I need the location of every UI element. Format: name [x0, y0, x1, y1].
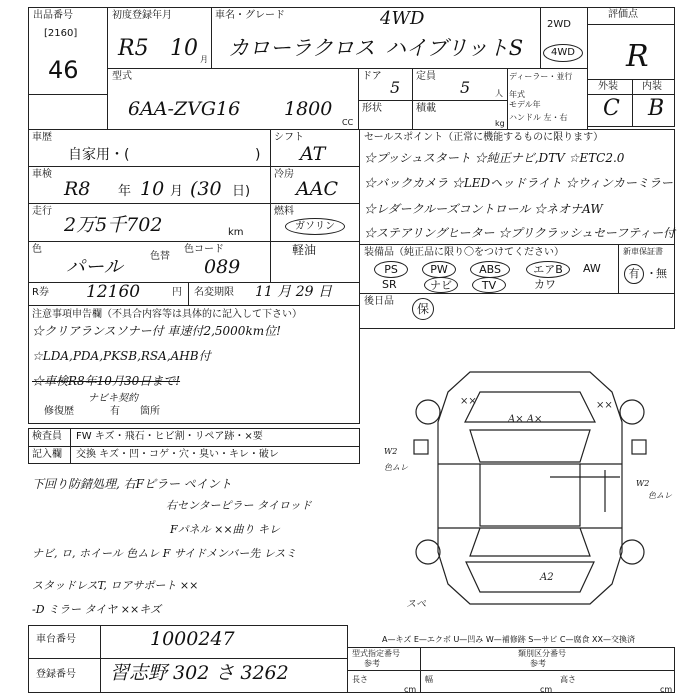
- shift-label: シフト: [274, 132, 304, 143]
- type-sub: 参考: [364, 659, 380, 668]
- equip-ps: PS: [374, 261, 408, 278]
- color-swatch-label: 色替: [150, 251, 170, 262]
- class-label: 類別区分番号: [518, 649, 566, 658]
- mirror-left: [414, 440, 428, 454]
- after-label: 後日品: [364, 296, 394, 307]
- door-label: ドア: [362, 71, 382, 82]
- rating-value: R: [626, 39, 649, 74]
- handle-label: ハンドル 左・右: [509, 113, 568, 122]
- insp-month-unit: 月: [170, 184, 184, 199]
- inspector-legend: FW キズ・飛石・ヒビ割・リペア跡・×要: [76, 431, 263, 442]
- record-label: 記入欄: [32, 449, 62, 460]
- height-label: 高さ: [560, 675, 576, 684]
- aircon-value: AAC: [296, 178, 338, 200]
- reg-value: 習志野 302 さ 3262: [110, 662, 289, 684]
- lot-code: [2160]: [44, 28, 78, 39]
- sales-line: ☆レダークルーズコントロール ☆ネオナAW: [364, 202, 603, 216]
- chassis-label: 車台番号: [36, 634, 76, 645]
- ext-label: 外装: [598, 81, 618, 92]
- history-label: 車歴: [32, 132, 52, 143]
- sales-line: ☆バックカメラ ☆LEDヘッドライト ☆ウィンカーミラー: [364, 176, 673, 190]
- equip-airbag: エアB: [526, 261, 570, 278]
- record-line: Fパネル ××曲り キレ: [170, 523, 280, 536]
- after-value: 保: [412, 298, 434, 320]
- diagram-mark: W2: [636, 479, 650, 488]
- wheel-rear-right: [620, 540, 644, 564]
- inspector-label: 検査員: [32, 431, 62, 442]
- sales-label: セールスポイント（正常に機能するものに限ります）: [364, 132, 604, 143]
- color-value: パール: [66, 256, 123, 278]
- cm-unit: cm: [660, 685, 673, 694]
- fuel-gas: ガソリン: [285, 218, 345, 235]
- after-box: [359, 293, 675, 329]
- insp-month: 10: [140, 178, 165, 200]
- equip-navi: ナビ: [424, 277, 458, 293]
- notes-line: ☆クリアランスソナー付 車速付2,5000km位!: [32, 324, 281, 338]
- diagram-mark: 色ムレ: [384, 463, 408, 472]
- equip-aw: AW: [583, 262, 601, 275]
- notes-line: ☆LDA,PDA,PKSB,RSA,AHB付: [32, 349, 211, 363]
- equip-tv: TV: [472, 277, 506, 293]
- car-diagram: [400, 352, 660, 624]
- cm-unit: cm: [540, 685, 553, 694]
- notes-line: ナビキ契約: [88, 393, 138, 404]
- r-label: R券: [32, 287, 49, 298]
- r-value: 12160: [86, 282, 141, 302]
- mileage-label: 走行: [32, 206, 52, 217]
- inspection-label: 車検: [32, 169, 52, 180]
- int-value: B: [648, 96, 665, 121]
- chassis-value: 1000247: [150, 628, 235, 650]
- diagram-mark: 色ムレ: [648, 491, 672, 500]
- fuel-label: 燃料: [274, 206, 294, 217]
- name-change-label: 名変期限: [194, 287, 234, 298]
- diagram-mark: W2: [384, 447, 398, 456]
- record-line: 下回り防錆処理, 右Fピラー ペイント: [32, 477, 232, 491]
- color-code-value: 089: [204, 256, 241, 278]
- diagram-mark: ××: [596, 400, 613, 411]
- inspector-legend: 交換 キズ・凹・コゲ・穴・臭い・キレ・破レ: [76, 449, 279, 460]
- mileage-value: 2万5千702: [64, 214, 163, 236]
- lot-lower: [28, 94, 108, 130]
- year-label: 年式: [509, 90, 525, 99]
- history-value: 自家用・(: [68, 147, 130, 163]
- equip-sr: SR: [382, 278, 397, 291]
- record-line: 右センターピラー タイロッド: [166, 499, 312, 512]
- sales-line: ☆プッシュスタート ☆純正ナビ,DTV ☆ETC2.0: [364, 151, 625, 165]
- equip-abs: ABS: [470, 261, 510, 278]
- equip-leather: カワ: [534, 278, 556, 291]
- equip-pw: PW: [422, 261, 456, 278]
- name-change-value: 11 月 29 日: [255, 284, 332, 300]
- cc-value: 1800: [284, 98, 333, 120]
- repair-place: 箇所: [140, 406, 160, 417]
- diagram-mark: A× A×: [508, 414, 543, 425]
- diagram-mark: A2: [540, 572, 554, 583]
- model-value: 6AA-ZVG16: [128, 98, 241, 120]
- insp-day-unit: 日): [232, 184, 251, 199]
- car-roof: [480, 464, 580, 526]
- fuel-diesel: 軽油: [292, 243, 317, 257]
- wheel-front-right: [620, 400, 644, 424]
- car-windshield: [470, 430, 590, 462]
- new-car-label: 新車保証書: [623, 247, 663, 256]
- color-code-label: 色コード: [184, 244, 224, 255]
- notes-label: 注意事項申告欄（不具合内容等は具体的に記入して下さい）: [32, 309, 302, 320]
- shift-value: AT: [300, 143, 326, 165]
- lot-number: 46: [48, 56, 79, 84]
- record-line: スタッドレスT, ロアサポート ××: [32, 579, 199, 592]
- diagram-mark: スペ: [406, 599, 426, 610]
- rating-label: 評価点: [608, 9, 638, 20]
- car-rear-window: [470, 528, 590, 556]
- capacity-value: 5: [460, 78, 471, 97]
- model-label: 型式: [112, 71, 132, 82]
- insp-day: (30: [190, 178, 222, 200]
- color-label: 色: [32, 244, 42, 255]
- diagram-legend: A—キズ E—エクボ U—凹み W—補修跡 S—サビ C—腐食 XX—交換済: [382, 635, 636, 644]
- lot-label: 出品番号: [33, 10, 73, 21]
- inspection-value: R8: [64, 178, 91, 200]
- sales-line: ☆ステアリングヒーター ☆プリクラッシュセーフティー付: [364, 226, 676, 240]
- drive-opt-4wd: 4WD: [543, 44, 583, 62]
- first-reg-month: 10: [170, 36, 198, 61]
- load-label: 積載: [416, 103, 436, 114]
- equip-label: 装備品（純正品に限り〇をつけてください）: [364, 247, 564, 258]
- first-reg-label: 初度登録年月: [112, 10, 172, 21]
- drive-opt-2wd: 2WD: [547, 19, 571, 30]
- warranty-yes: 有: [624, 264, 644, 284]
- width-label: 幅: [425, 675, 433, 684]
- car-name: カローラクロス: [228, 36, 375, 60]
- wheel-front-left: [416, 400, 440, 424]
- warranty-sep: ・: [646, 267, 657, 280]
- notes-line: ☆車検R8年10月30日まで!: [32, 374, 181, 388]
- mirror-right: [632, 440, 646, 454]
- capacity-label: 定員: [416, 71, 436, 82]
- history-close: ): [255, 147, 261, 163]
- length-label: 長さ: [352, 675, 368, 684]
- record-line: ナビ, ロ, ホイール 色ムレ F サイドメンバー先 レスミ: [32, 547, 297, 560]
- dealer-label: ディーラー・並行: [509, 72, 573, 81]
- repair-value: 有: [110, 406, 120, 417]
- repair-label: 修復歴: [44, 406, 74, 417]
- first-reg-era: R5: [118, 36, 149, 61]
- class-sub: 参考: [530, 659, 546, 668]
- cc-unit: CC: [342, 118, 354, 127]
- int-label: 内装: [642, 81, 662, 92]
- type-label: 型式指定番号: [352, 649, 400, 658]
- mileage-unit: km: [228, 227, 244, 238]
- notes-box: [28, 305, 360, 424]
- record-line: -D ミラー タイヤ ××キズ: [32, 603, 162, 616]
- reg-label: 登録番号: [36, 669, 76, 680]
- door-value: 5: [390, 78, 401, 97]
- name-label: 車名・グレード: [215, 10, 285, 21]
- insp-year-unit: 年: [118, 184, 132, 199]
- car-trunk: [466, 562, 594, 592]
- drive-value: 4WD: [380, 8, 425, 29]
- diagram-mark: ××: [460, 396, 477, 407]
- capacity-unit: 人: [495, 89, 503, 98]
- load-unit: kg: [495, 119, 505, 128]
- aircon-label: 冷房: [274, 169, 294, 180]
- grade-value: ハイブリットS: [385, 36, 524, 60]
- model-year-label: モデル年: [509, 100, 541, 109]
- yen-unit: 円: [172, 287, 182, 298]
- shape-label: 形状: [362, 103, 382, 114]
- first-reg-unit: 月: [200, 55, 208, 64]
- ext-value: C: [603, 96, 620, 121]
- wheel-rear-left: [416, 540, 440, 564]
- warranty-no: 無: [656, 267, 667, 280]
- cm-unit: cm: [404, 685, 417, 694]
